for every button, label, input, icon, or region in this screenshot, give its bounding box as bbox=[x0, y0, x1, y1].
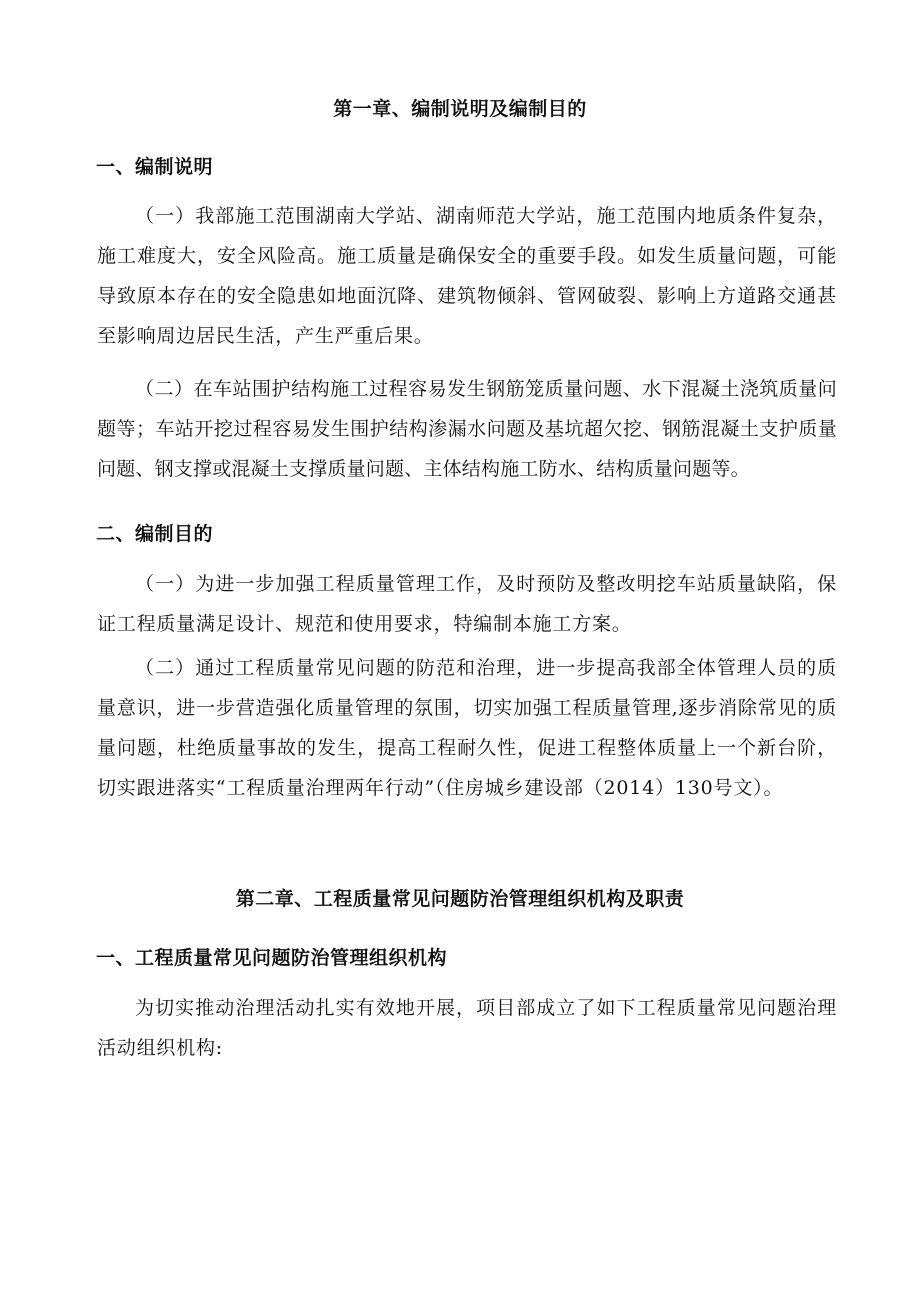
paragraph-organization-1: 为切实推动治理活动扎实有效地开展，项目部成立了如下工程质量常见问题治理活动组织机构: bbox=[97, 997, 837, 1059]
paragraph-purpose-2: （二）通过工程质量常见问题的防范和治理，进一步提高我部全体管理人员的质量意识，进一步营造强化质量管理的氛围，切实加强工程质量管理,逐步消除常见的质量问题，杜绝质量事故的发生，提高工程耐久性，促进工程整体质量上一个新台阶，切实跟进落实“工程质量治理两年行动”（住房城乡建设部（2014）130号文）。 bbox=[97, 657, 837, 799]
section-heading-organization: 一、工程质量常见问题防治管理组织机构 bbox=[96, 947, 448, 969]
section-heading-compilation-purpose: 二、编制目的 bbox=[96, 523, 214, 545]
paragraph-notes-2: （二）在车站围护结构施工过程容易发生钢筋笼质量问题、水下混凝土浇筑质量问题等；车站开挖过程容易发生围护结构渗漏水问题及基坑超欠挖、钢筋混凝土支护质量问题、钢支撑或混凝土支撑质量问题、主体结构施工防水、结构质量问题等。 bbox=[97, 378, 837, 480]
section-heading-compilation-notes: 一、编制说明 bbox=[96, 156, 214, 178]
chapter-2-title: 第二章、工程质量常见问题防治管理组织机构及职责 bbox=[235, 888, 685, 910]
paragraph-purpose-1: （一）为进一步加强工程质量管理工作，及时预防及整改明挖车站质量缺陷，保证工程质量满足设计、规范和使用要求，特编制本施工方案。 bbox=[97, 573, 837, 635]
chapter-1-title: 第一章、编制说明及编制目的 bbox=[333, 98, 587, 120]
paragraph-notes-1: （一）我部施工范围湖南大学站、湖南师范大学站，施工范围内地质条件复杂，施工难度大，安全风险高。施工质量是确保安全的重要手段。如发生质量问题，可能导致原本存在的安全隐患如地面沉降、建筑物倾斜、管网破裂、影响上方道路交通甚至影响周边居民生活，产生严重后果。 bbox=[97, 205, 837, 347]
